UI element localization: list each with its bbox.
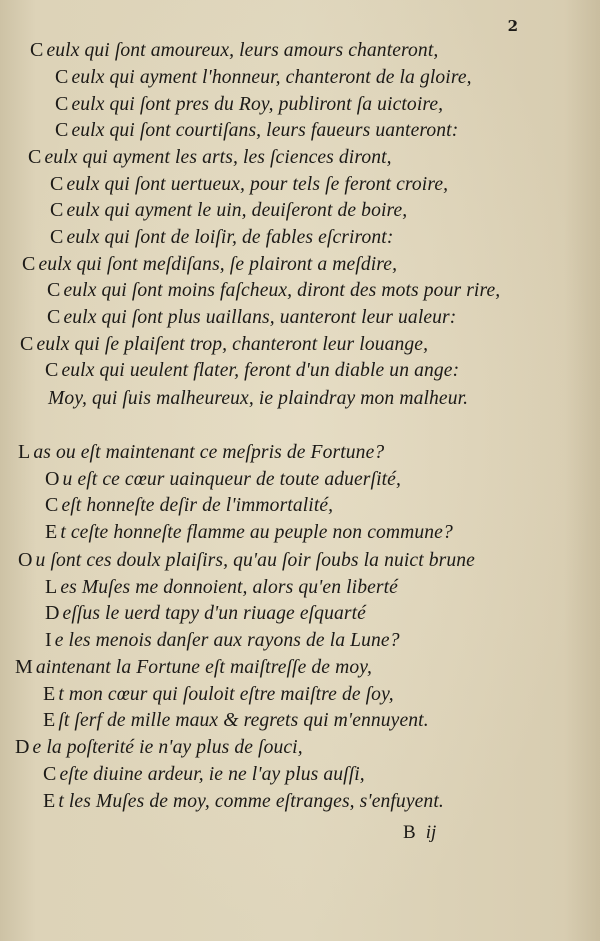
signature-number: ij [425,822,437,843]
verse-line: C eulx qui ſont plus uaillans, uanteront leur ualeur: [47,306,457,328]
show-through-text [540,30,580,910]
signature-mark [403,822,436,844]
verse-line: L es Muſes me donnoient, alors qu'en liberté [45,576,398,598]
verse-line: C eulx qui ſont amoureux, leurs amours chanteront, [30,39,439,61]
verse-line: C eulx qui ayment le uin, deuiſeront de boire, [50,199,408,221]
verse-line: C eulx qui ſe plaiſent trop, chanteront leur louange, [20,333,429,355]
verse-line: C eulx qui ſont uertueux, pour tels ſe feront croire, [50,173,449,195]
verse-line: C eulx qui ſont pres du Roy, publiront ſa uictoire, [55,93,444,115]
signature-letter: B [403,822,416,843]
verse-line: C eſt honneſte deſir de l'immortalité, [45,494,334,516]
verse-line: Moy, qui ſuis malheureux, ie plaindray mon malheur. [48,388,469,409]
verse-line: O u eſt ce cœur uainqueur de toute aduerſité, [45,468,401,490]
verse-line: C eulx qui ueulent flater, feront d'un diable un ange: [45,359,460,381]
verse-line: C eulx qui ſont courtiſans, leurs faueurs uanteront: [55,119,459,141]
verse-line: E ſt ſerf de mille maux & regrets qui m'ennuyent. [43,709,429,731]
verse-line: E t mon cœur qui ſouloit eſtre maiſtre de ſoy, [43,683,394,705]
verse-line: C eulx qui ſont de loiſir, de fables eſcriront: [50,226,394,248]
verse-line: C eulx qui ſont meſdiſans, ſe plairont a meſdire, [22,253,398,275]
verse-line: D e la poſterité ie n'ay plus de ſouci, [15,736,303,758]
verse-line: E t ceſte honneſte flamme au peuple non commune? [45,521,453,543]
verse-line: C eulx qui ayment l'honneur, chanteront de la gloire, [55,66,472,88]
verse-line: E t les Muſes de moy, comme eſtranges, s'enfuyent. [43,790,444,812]
verse-line: C eulx qui ſont moins faſcheux, diront des mots pour rire, [47,279,501,301]
page-number: 2 [507,17,518,35]
verse-line: I e les menois danſer aux rayons de la Lune? [45,629,400,651]
verse-line: C eſte diuine ardeur, ie ne l'ay plus auſſi, [43,763,365,785]
verse-line: O u ſont ces doulx plaiſirs, qu'au ſoir ſoubs la nuict brune [18,549,475,571]
verse-line: L as ou eſt maintenant ce meſpris de Fortune? [18,441,385,463]
verse-line: C eulx qui ayment les arts, les ſciences diront, [28,146,392,168]
verse-line: M aintenant la Fortune eſt maiſtreſſe de moy, [15,656,372,678]
verse-line: D eſſus le uerd tapy d'un riuage eſquarté [45,602,366,624]
